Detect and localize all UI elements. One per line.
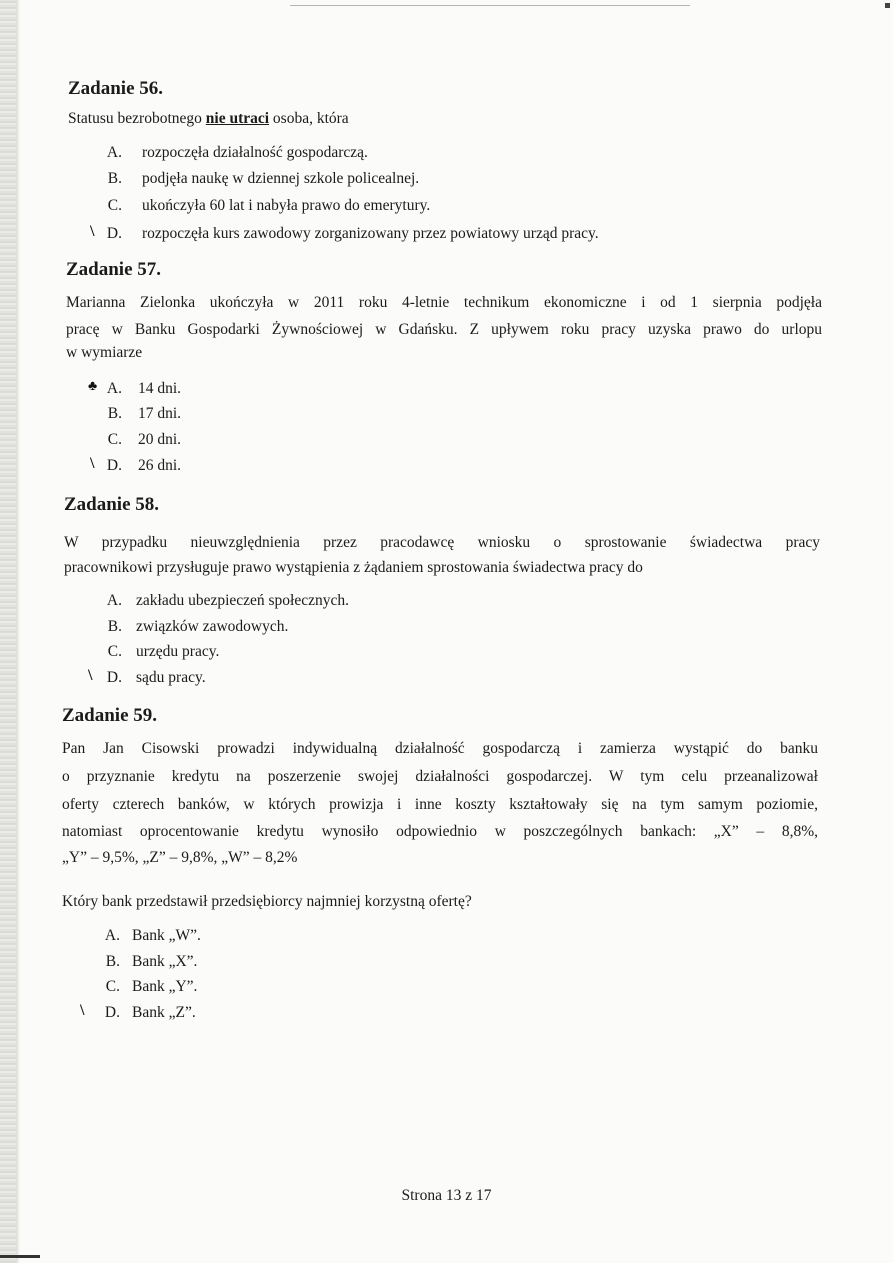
task-56-question-start: Statusu bezrobotnego — [68, 110, 206, 127]
option-text: ukończyła 60 lat i nabyła prawo do emerytury. — [142, 197, 431, 214]
task-59-line-3: oferty czterech banków, w których prowizja i inne koszty kształtowały się na tym samym poziomie, — [62, 796, 818, 813]
corner-mark — [885, 3, 890, 8]
option-letter: B. — [107, 170, 122, 187]
page-number: Strona 13 z 17 — [401, 1187, 492, 1204]
task-58-heading: Zadanie 58. — [64, 494, 160, 515]
task-59-option-d[interactable] — [92, 1001, 392, 1025]
task-57-option-c[interactable] — [92, 428, 392, 452]
task-56-question-emphasis: nie utraci — [205, 110, 270, 127]
task-56-heading: Zadanie 56. — [68, 78, 164, 99]
task-59-heading: Zadanie 59. — [62, 705, 158, 726]
option-letter: D. — [106, 457, 122, 474]
bottom-mark — [0, 1255, 40, 1258]
task-56-option-d[interactable] — [92, 222, 712, 246]
task-56-option-a[interactable] — [92, 141, 692, 165]
task-58-option-d[interactable] — [92, 666, 492, 690]
task-57-option-b[interactable] — [92, 402, 392, 426]
task-58-option-b[interactable] — [92, 615, 492, 639]
task-59-option-a[interactable] — [92, 924, 392, 948]
task-57-option-d[interactable] — [92, 454, 392, 478]
task-58-option-a[interactable] — [92, 589, 492, 613]
task-56-question-end: osoba, która — [269, 110, 349, 127]
top-rule — [290, 5, 690, 6]
option-text: urzędu pracy. — [136, 643, 220, 660]
option-text: związków zawodowych. — [136, 618, 289, 635]
option-text: Bank „Z”. — [132, 1004, 196, 1021]
task-57-line-1: Marianna Zielonka ukończyła w 2011 roku 4-letnie technikum ekonomiczne i od 1 sierpnia podjęła — [66, 294, 822, 311]
task-59-line-1: Pan Jan Cisowski prowadzi indywidualną działalność gospodarczą i zamierza wystąpić do banku — [62, 740, 818, 757]
option-letter: C. — [107, 643, 122, 660]
task-59-line-5: „Y” – 9,5%, „Z” – 9,8%, „W” – 8,2% — [62, 849, 298, 866]
task-57-option-a[interactable] — [92, 377, 392, 401]
answer-tick-mark: \ — [90, 223, 95, 240]
option-text: rozpoczęła działalność gospodarczą. — [142, 144, 368, 161]
option-text: 20 dni. — [138, 431, 182, 448]
option-letter: B. — [105, 953, 120, 970]
task-59-option-c[interactable] — [92, 975, 392, 999]
task-59-line-4: natomiast oprocentowanie kredytu wynosiło odpowiednio w poszczególnych bankach: „X” – 8,8%, — [62, 823, 818, 840]
option-letter: D. — [106, 669, 122, 686]
option-text: 26 dni. — [138, 457, 182, 474]
option-letter: A. — [104, 927, 120, 944]
task-58-line-2: pracownikowi przysługuje prawo wystąpienia z żądaniem sprostowania świadectwa pracy do — [64, 559, 643, 576]
task-56-question — [68, 107, 349, 131]
answer-tick-mark: \ — [90, 455, 95, 472]
task-57-line-3: w wymiarze — [66, 344, 143, 361]
task-57-line-2: pracę w Banku Gospodarki Żywnościowej w Gdańsku. Z upływem roku pracy uzyska prawo do urlopu — [66, 321, 822, 338]
task-58-option-c[interactable] — [92, 640, 492, 664]
option-letter: A. — [106, 380, 122, 397]
option-text: Bank „W”. — [132, 927, 201, 944]
option-text: rozpoczęła kurs zawodowy zorganizowany przez powiatowy urząd pracy. — [142, 225, 599, 242]
option-text: Bank „Y”. — [132, 978, 198, 995]
option-letter: C. — [107, 197, 122, 214]
answer-tick-mark: \ — [80, 1002, 85, 1019]
task-59-question: Który bank przedstawił przedsiębiorcy najmniej korzystną ofertę? — [62, 893, 472, 910]
option-text: 14 dni. — [138, 380, 182, 397]
option-letter: D. — [104, 1004, 120, 1021]
option-letter: A. — [106, 144, 122, 161]
task-59-line-2: o przyznanie kredytu na poszerzenie swojej działalności gospodarczej. W tym celu przeanalizował — [62, 768, 818, 785]
option-letter: A. — [106, 592, 122, 609]
option-text: sądu pracy. — [136, 669, 206, 686]
task-57-heading: Zadanie 57. — [66, 259, 162, 280]
option-letter: B. — [107, 405, 122, 422]
option-letter: D. — [106, 225, 122, 242]
option-text: 17 dni. — [138, 405, 182, 422]
option-text: podjęła naukę w dziennej szkole policealnej. — [142, 170, 420, 187]
option-letter: C. — [105, 978, 120, 995]
option-text: zakładu ubezpieczeń społecznych. — [136, 592, 350, 609]
task-56-option-b[interactable] — [92, 167, 692, 191]
option-letter: C. — [107, 431, 122, 448]
option-text: Bank „X”. — [132, 953, 198, 970]
task-56-option-c[interactable] — [92, 194, 692, 218]
task-58-line-1: W przypadku nieuwzględnienia przez pracodawcę wniosku o sprostowanie świadectwa pracy — [64, 534, 820, 551]
task-59-option-b[interactable] — [92, 950, 392, 974]
answer-tick-mark: \ — [88, 667, 93, 684]
scribble-mark: ♣ — [88, 379, 98, 394]
option-letter: B. — [107, 618, 122, 635]
